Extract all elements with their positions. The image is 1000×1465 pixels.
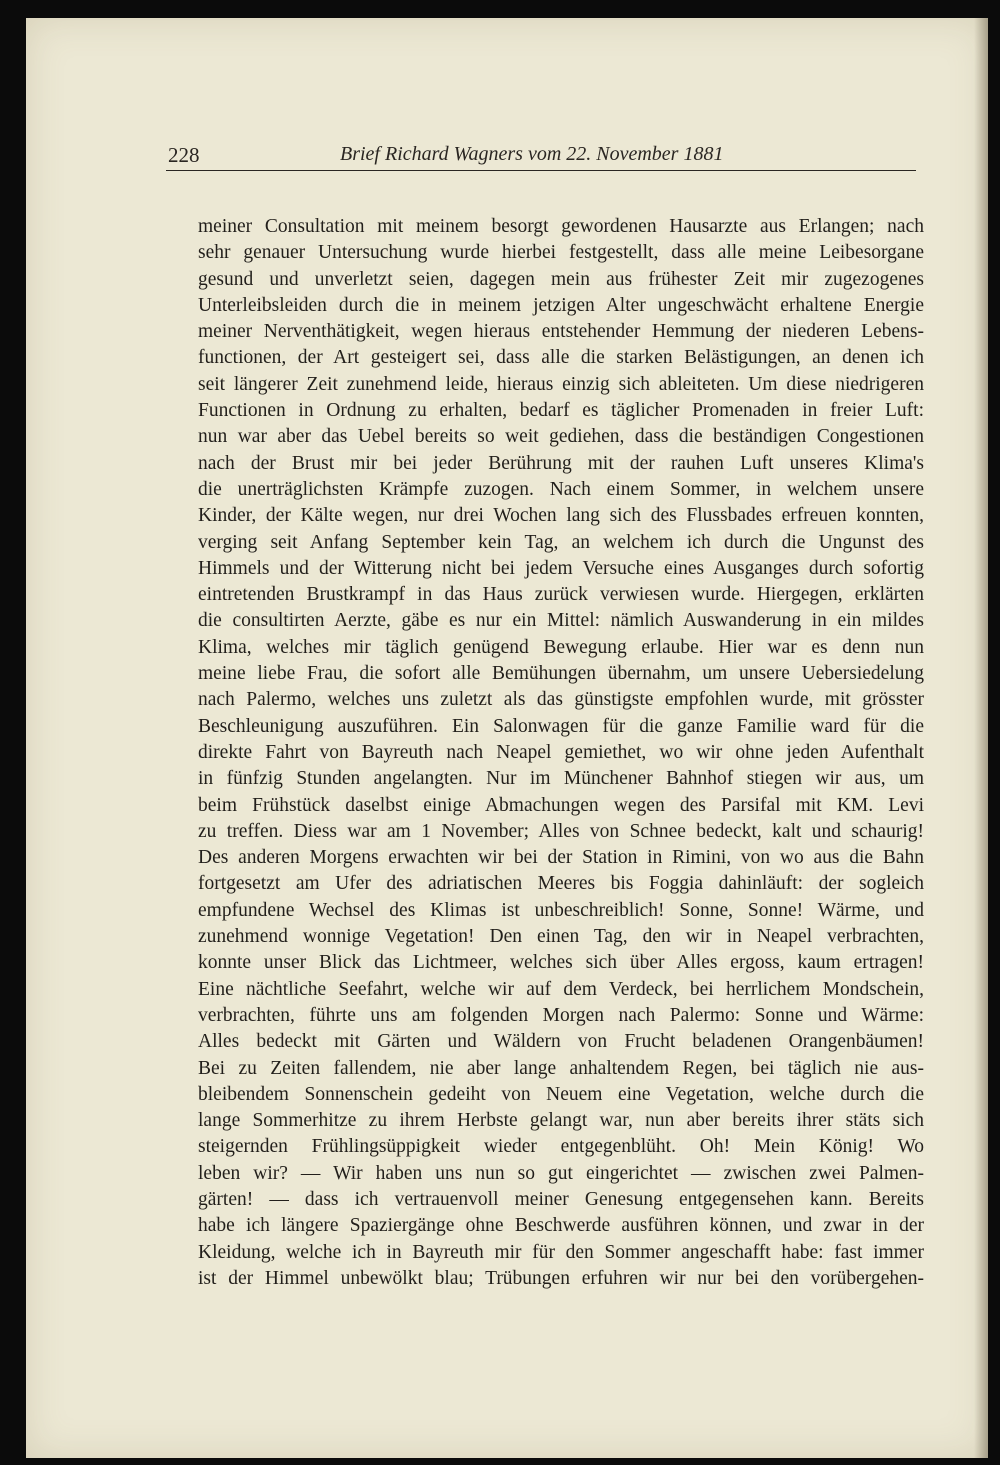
text-line: Himmels und der Witterung nicht bei jedem Versuche eines Ausganges durch sofortig — [198, 557, 924, 579]
text-line: ist der Himmel unbewölkt blau; Trübungen erfuhren wir nur bei den vorübergehen- — [198, 1267, 924, 1289]
text-line: Eine nächtliche Seefahrt, welche wir auf dem Verdeck, bei herrlichem Mondschein, — [198, 978, 924, 1000]
text-line: verging seit Anfang September kein Tag, an welchem ich durch die Ungunst des — [198, 531, 924, 553]
text-line: Klima, welches mir täglich genügend Bewegung erlaube. Hier war es denn nun — [198, 636, 924, 658]
book-page — [26, 18, 988, 1458]
text-line: zu treffen. Diess war am 1 November; Alles von Schnee bedeckt, kalt und schaurig! — [198, 820, 924, 842]
text-line: Kinder, der Kälte wegen, nur drei Wochen lang sich des Flussbades erfreuen konnten, — [198, 505, 924, 527]
body-text — [198, 214, 924, 1292]
page-number: 228 — [168, 143, 200, 167]
text-line: Bei zu Zeiten fallendem, nie aber lange anhaltendem Regen, bei täglich nie aus- — [198, 1057, 924, 1079]
text-line: meiner Consultation mit meinem besorgt gewordenen Hausarzte aus Erlangen; nach — [198, 216, 924, 237]
text-line: Beschleunigung auszuführen. Ein Salonwagen für die ganze Familie ward für die — [198, 715, 924, 737]
text-line: verbrachten, führte uns am folgenden Morgen nach Palermo: Sonne und Wärme: — [198, 1004, 924, 1026]
text-line: gesund und unverletzt seien, dagegen mein aus frühester Zeit mir zugezogenes — [198, 268, 924, 290]
text-line: Des anderen Morgens erwachten wir bei der Station in Rimini, von wo aus die Bahn — [198, 847, 924, 869]
text-line: habe ich längere Spaziergänge ohne Beschwerde ausführen können, und zwar in der — [198, 1215, 924, 1237]
text-line: bleibendem Sonnenschein gedeiht von Neuem eine Vegetation, welche durch die — [198, 1083, 924, 1105]
text-line: konnte unser Blick das Lichtmeer, welches sich über Alles ergoss, kaum ertragen! — [198, 952, 924, 974]
text-line: nun war aber das Uebel bereits so weit gediehen, dass die beständigen Congestionen — [198, 426, 924, 448]
text-line: eintretenden Brustkrampf in das Haus zurück verwiesen wurde. Hiergegen, erklärten — [198, 584, 924, 606]
text-line: steigernden Frühlingsüppigkeit wieder entgegenblüht. Oh! Mein König! Wo — [198, 1136, 924, 1158]
text-line: functionen, der Art gesteigert sei, dass alle die starken Belästigungen, an denen ich — [198, 347, 924, 369]
text-line: direkte Fahrt von Bayreuth nach Neapel gemiethet, wo wir ohne jeden Aufenthalt — [198, 741, 924, 763]
text-line: Functionen in Ordnung zu erhalten, bedarf es täglicher Promenaden in freier Luft: — [198, 400, 924, 422]
text-line: fortgesetzt am Ufer des adriatischen Meeres bis Foggia dahinläuft: der sogleich — [198, 873, 924, 895]
text-line: meiner Nerventhätigkeit, wegen hieraus entstehender Hemmung der niederen Lebens- — [198, 321, 924, 343]
page-header — [166, 128, 916, 171]
text-line: in fünfzig Stunden angelangten. Nur im Münchener Bahnhof stiegen wir aus, um — [198, 768, 924, 790]
text-line: Alles bedeckt mit Gärten und Wäldern von Frucht beladenen Orangenbäumen! — [198, 1031, 924, 1053]
text-line: lange Sommerhitze zu ihrem Herbste gelangt war, nun aber bereits ihrer stäts sich — [198, 1110, 924, 1132]
text-line: nach Palermo, welches uns zuletzt als das günstigste empfohlen wurde, mit grösster — [198, 689, 924, 711]
page-edge-shadow — [974, 18, 988, 1458]
text-line: leben wir? — Wir haben uns nun so gut eingerichtet — zwischen zwei Palmen- — [198, 1162, 924, 1184]
text-line: Kleidung, welche ich in Bayreuth mir für den Sommer angeschafft habe: fast immer — [198, 1241, 924, 1263]
text-line: meine liebe Frau, die sofort alle Bemühungen übernahm, um unsere Uebersiedelung — [198, 663, 924, 685]
text-line: die consultirten Aerzte, gäbe es nur ein Mittel: nämlich Auswanderung in ein mildes — [198, 610, 924, 632]
text-line: Unterleibsleiden durch die in meinem jetzigen Alter ungeschwächt erhaltene Energie — [198, 294, 924, 316]
text-line: nach der Brust mir bei jeder Berührung mit der rauhen Luft unseres Klima's — [198, 452, 924, 474]
text-line: empfundene Wechsel des Klimas ist unbeschreiblich! Sonne, Sonne! Wärme, und — [198, 899, 924, 921]
text-line: seit längerer Zeit zunehmend leide, hieraus einzig sich ableiteten. Um diese niedrigeren — [198, 373, 924, 395]
text-line: zunehmend wonnige Vegetation! Den einen Tag, den wir in Neapel verbrachten, — [198, 926, 924, 948]
text-line: beim Frühstück daselbst einige Abmachungen wegen des Parsifal mit KM. Levi — [198, 794, 924, 816]
running-title: Brief Richard Wagners vom 22. November 1881 — [340, 143, 724, 165]
text-line: die unerträglichsten Krämpfe zuzogen. Nach einem Sommer, in welchem unsere — [198, 478, 924, 500]
text-line: gärten! — dass ich vertrauenvoll meiner Genesung entgegensehen kann. Bereits — [198, 1188, 924, 1210]
text-line: sehr genauer Untersuchung wurde hierbei festgestellt, dass alle meine Leibesorgane — [198, 242, 924, 264]
